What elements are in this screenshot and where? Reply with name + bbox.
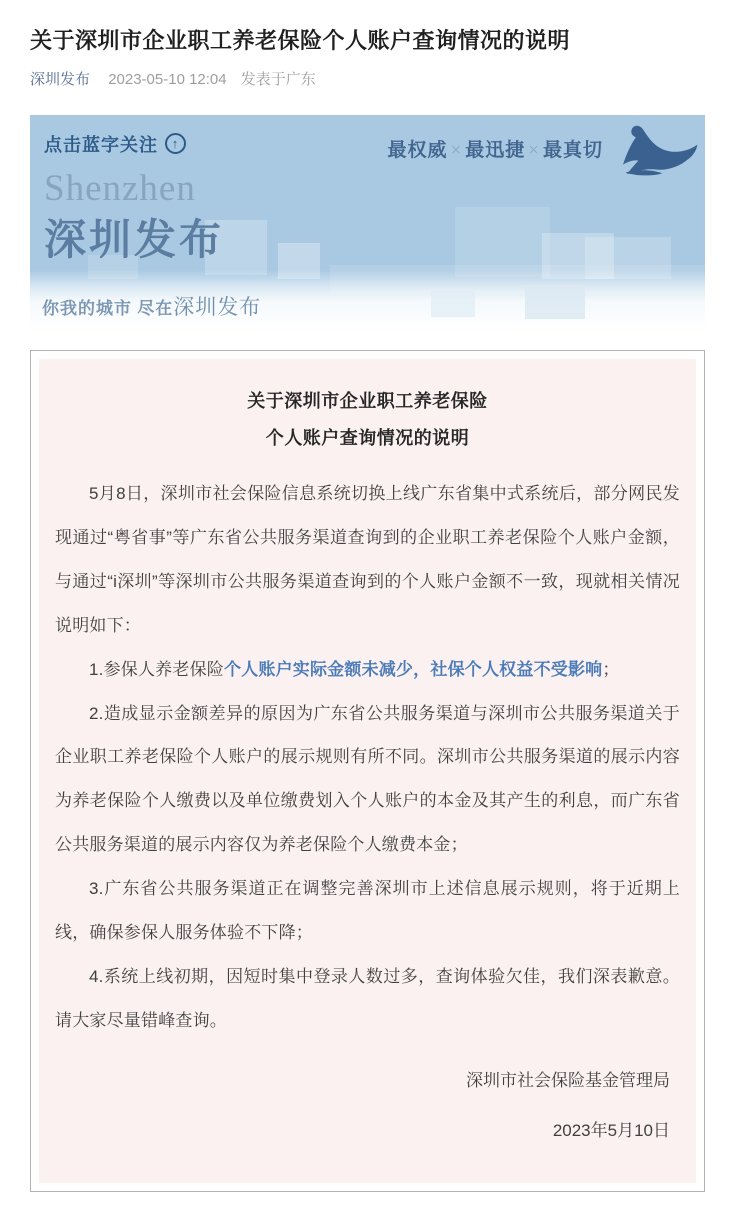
notice-title-line2: 个人账户查询情况的说明 — [265, 428, 470, 449]
account-name-link[interactable]: 深圳发布 — [30, 70, 91, 88]
signature-org: 深圳市社会保险基金管理局 — [466, 1071, 670, 1091]
notice-paragraph: 4.系统上线初期，因短时集中登录人数过多，查询体验欠佳，我们深表歉意。请大家尽量错峰查询。 — [55, 966, 680, 1030]
signature-block — [55, 1056, 680, 1155]
banner-deco-block — [431, 291, 475, 317]
follow-prompt-label: 点击蓝字关注 — [44, 134, 158, 155]
notice-box-inner — [39, 359, 696, 1183]
notice-title-line1: 关于深圳市企业职工养老保险 — [247, 390, 488, 411]
signature-date: 2023年5月10日 — [552, 1120, 670, 1140]
eagle-icon — [619, 123, 699, 184]
banner-deco-block — [278, 243, 320, 279]
banner-tagline-left: 你我的城市 尽在 — [42, 298, 174, 318]
banner-deco-block — [330, 265, 705, 295]
follow-prompt[interactable] — [44, 131, 186, 157]
banner-slogan: 最权威 × 最迅捷 × 最真切 — [387, 139, 603, 161]
article-meta — [30, 68, 705, 89]
publish-location: 发表于广东 — [240, 70, 316, 88]
follow-arrow-icon: ↑ — [165, 133, 186, 154]
notice-paragraph: 3.广东省公共服务渠道正在调整完善深圳市上述信息展示规则，将于近期上线，确保参保人服务体验不下降； — [55, 879, 680, 942]
notice-title — [55, 383, 680, 459]
banner-image[interactable] — [30, 115, 705, 332]
notice-body — [55, 472, 680, 1042]
notice-box — [30, 350, 705, 1192]
banner-deco-block — [525, 285, 585, 319]
notice-paragraph: 1.参保人养老保险个人账户实际金额未减少，社保个人权益不受影响； — [89, 659, 620, 679]
publish-time: 2023-05-10 12:04 — [108, 70, 227, 88]
notice-paragraph: 2.造成显示金额差异的原因为广东省公共服务渠道与深圳市公共服务渠道关于企业职工养老保险个人账户的展示规则有所不同。深圳市公共服务渠道的展示内容为养老保险个人缴费以及单位缴费划入个人账户的本金及其产生的利息，而广东省公共服务渠道的展示内容仅为养老保险个人缴费本金； — [55, 703, 680, 855]
page-title: 关于深圳市企业职工养老保险个人账户查询情况的说明 — [30, 28, 571, 53]
banner-name-en: Shenzhen — [44, 167, 196, 209]
notice-paragraph: 5月8日，深圳市社会保险信息系统切换上线广东省集中式系统后，部分网民发现通过“粤省事”等广东省公共服务渠道查询到的企业职工养老保险个人账户金额，与通过“i深圳”等深圳市公共服务渠道查询到的个人账户金额不一致，现就相关情况说明如下： — [55, 484, 680, 635]
banner-tagline — [42, 291, 261, 321]
banner-tagline-right: 深圳发布 — [173, 294, 262, 319]
banner-name-cn: 深圳发布 — [44, 217, 225, 264]
